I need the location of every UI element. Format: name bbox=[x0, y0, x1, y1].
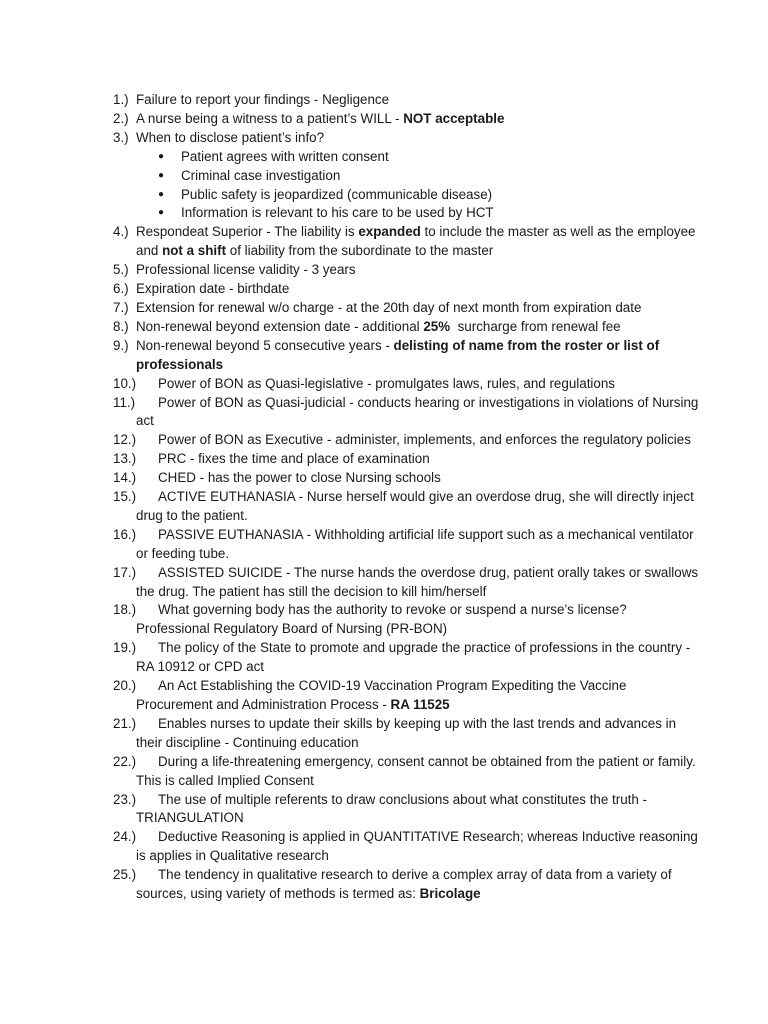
item-text bbox=[136, 280, 700, 299]
list-item bbox=[0, 129, 700, 148]
text-run: ACTIVE EUTHANASIA - Nurse herself would give an overdose drug, she will directly inject drug to the patient. bbox=[136, 489, 698, 523]
text-run: The tendency in qualitative research to derive a complex array of data from a variety of sources, using variety of methods is termed as: bbox=[136, 867, 676, 902]
text-run: PASSIVE EUTHANASIA - Withholding artificial life support such as a mechanical ventilator or feeding tube. bbox=[136, 526, 698, 561]
item-text bbox=[136, 318, 700, 337]
item-text bbox=[136, 639, 700, 677]
item-text bbox=[136, 110, 700, 129]
list-item bbox=[0, 564, 700, 602]
item-number: 22.) bbox=[113, 753, 137, 769]
item-number: 2.) bbox=[113, 110, 129, 126]
item-number: 5.) bbox=[113, 262, 129, 278]
item-number: 12.) bbox=[113, 432, 137, 448]
item-text bbox=[136, 469, 700, 488]
item-number: 15.) bbox=[113, 489, 137, 505]
text-run: Non-renewal beyond extension date - additional bbox=[136, 318, 424, 334]
text-run: Extension for renewal w/o charge - at the 20th day of next month from expiration date bbox=[136, 299, 642, 315]
text-run: ASSISTED SUICIDE - The nurse hands the overdose drug, patient orally takes or swallows the drug. The patient has still the decision to kill him/herself bbox=[136, 564, 702, 599]
item-text bbox=[136, 866, 700, 904]
item-text bbox=[136, 375, 700, 394]
list-item bbox=[0, 450, 700, 469]
bullet-item bbox=[0, 186, 768, 205]
item-number: 3.) bbox=[113, 129, 129, 145]
bullet-dot-icon: ● bbox=[158, 207, 165, 219]
text-run: PRC - fixes the time and place of examination bbox=[158, 451, 430, 467]
list-item bbox=[0, 639, 700, 677]
text-run: What governing body has the authority to revoke or suspend a nurse’s license? Professional Regulatory Board of Nursing (PR-BON) bbox=[136, 602, 631, 637]
bullet-text: Public safety is jeopardized (communicable disease) bbox=[181, 186, 493, 202]
item-text bbox=[136, 337, 700, 375]
text-run: Power of BON as Quasi-legislative - promulgates laws, rules, and regulations bbox=[158, 375, 615, 391]
bold-text: 25% bbox=[423, 318, 451, 334]
list-item bbox=[0, 677, 700, 715]
item-text bbox=[136, 394, 703, 432]
text-run: Power of BON as Executive - administer, implements, and enforces the regulatory policies bbox=[158, 432, 691, 448]
bullet-dot-icon: ● bbox=[158, 188, 165, 200]
item-text bbox=[136, 261, 700, 280]
item-number: 16.) bbox=[113, 526, 137, 542]
item-text bbox=[136, 715, 700, 753]
text-run: A nurse being a witness to a patient’s WILL - bbox=[136, 110, 404, 126]
list-item bbox=[0, 375, 700, 394]
text-run: Non-renewal beyond 5 consecutive years - bbox=[136, 337, 394, 353]
bullet-text: Information is relevant to his care to be used by HCT bbox=[181, 205, 494, 221]
list-item bbox=[0, 715, 700, 753]
text-run: Respondeat Superior - The liability is bbox=[136, 224, 359, 240]
item-number: 4.) bbox=[113, 224, 129, 240]
list-item bbox=[0, 431, 700, 450]
item-number: 23.) bbox=[113, 791, 137, 807]
text-run: of liability from the subordinate to the master bbox=[226, 243, 494, 259]
item-text bbox=[136, 791, 700, 829]
bullet-item bbox=[0, 167, 768, 186]
text-run: to include the master as well as the employee and bbox=[136, 224, 700, 259]
text-run: Power of BON as Quasi-judicial - conducts hearing or investigations in violations of Nursing act bbox=[136, 394, 703, 429]
text-run: Failure to report your findings - Negligence bbox=[136, 92, 390, 107]
list-item bbox=[0, 337, 700, 375]
list-item bbox=[0, 299, 700, 318]
text-run: When to disclose patient’s info? bbox=[136, 129, 325, 145]
item-text bbox=[136, 564, 700, 602]
item-number: 11.) bbox=[113, 394, 136, 410]
text-run: Deductive Reasoning is applied in QUANTITATIVE Research; whereas Inductive reasoning is applies in Qualitative research bbox=[136, 829, 702, 864]
bullet-list bbox=[0, 148, 768, 224]
list-item bbox=[0, 828, 700, 866]
item-text bbox=[136, 431, 700, 450]
item-text bbox=[136, 677, 700, 715]
item-text bbox=[136, 91, 700, 110]
item-number: 6.) bbox=[113, 281, 129, 297]
list-item bbox=[0, 280, 700, 299]
bold-text: NOT acceptable bbox=[403, 110, 505, 126]
list-item bbox=[0, 601, 700, 639]
text-run: The policy of the State to promote and upgrade the practice of professions in the country - RA 10912 or CPD act bbox=[136, 640, 694, 675]
item-number: 20.) bbox=[113, 678, 137, 694]
item-text bbox=[136, 299, 700, 318]
text-run: An Act Establishing the COVID-19 Vaccination Program Expediting the Vaccine Procurement and Administration Process - bbox=[136, 678, 631, 712]
list-item bbox=[0, 261, 700, 280]
item-number: 24.) bbox=[113, 829, 137, 845]
item-number: 10.) bbox=[113, 375, 137, 391]
list-item bbox=[0, 223, 700, 261]
item-number: 8.) bbox=[113, 318, 129, 334]
list-item bbox=[0, 394, 703, 432]
text-run: Professional license validity - 3 years bbox=[136, 262, 356, 278]
item-number: 9.) bbox=[113, 337, 129, 353]
item-number: 1.) bbox=[113, 92, 129, 107]
item-number: 18.) bbox=[113, 602, 137, 618]
item-number: 13.) bbox=[113, 451, 137, 467]
list-item bbox=[0, 488, 700, 526]
bullet-item bbox=[0, 204, 768, 223]
item-text bbox=[136, 129, 700, 148]
item-text bbox=[136, 601, 700, 639]
bullet-text: Criminal case investigation bbox=[181, 167, 341, 183]
list-item bbox=[0, 866, 700, 904]
bullet-dot-icon: ● bbox=[158, 150, 165, 162]
item-number: 17.) bbox=[113, 564, 137, 580]
item-text bbox=[136, 223, 700, 261]
list-item bbox=[0, 318, 700, 337]
text-run: The use of multiple referents to draw conclusions about what constitutes the truth - TRIANGULATION bbox=[136, 791, 651, 826]
item-text bbox=[136, 450, 700, 469]
bold-text: Bricolage bbox=[419, 886, 481, 902]
bullet-dot-icon: ● bbox=[158, 169, 165, 181]
text-run: Expiration date - birthdate bbox=[136, 281, 290, 297]
bold-text: delisting of name from the roster or list of professionals bbox=[136, 337, 663, 372]
list-item bbox=[0, 791, 700, 829]
item-text bbox=[136, 488, 700, 526]
item-number: 19.) bbox=[113, 640, 137, 656]
bullet-text: Patient agrees with written consent bbox=[181, 148, 389, 164]
text-run: During a life-threatening emergency, consent cannot be obtained from the patient or family. This is called Implied Consent bbox=[136, 753, 700, 788]
item-text bbox=[136, 753, 700, 791]
list-item bbox=[0, 110, 700, 129]
text-run: Enables nurses to update their skills by keeping up with the last trends and advances in their discipline - Continuing education bbox=[136, 715, 680, 750]
item-text bbox=[136, 526, 700, 564]
text-run: CHED - has the power to close Nursing schools bbox=[158, 470, 441, 486]
item-text bbox=[136, 828, 700, 866]
item-number: 14.) bbox=[113, 470, 137, 486]
list-item bbox=[0, 469, 700, 488]
item-number: 25.) bbox=[113, 867, 137, 883]
list-item bbox=[0, 753, 700, 791]
bold-text: RA 11525 bbox=[390, 697, 450, 712]
list-item bbox=[0, 91, 700, 110]
list-item bbox=[0, 526, 700, 564]
bold-text: not a shift bbox=[162, 243, 227, 259]
numbered-list bbox=[0, 91, 768, 904]
text-run: surcharge from renewal fee bbox=[450, 318, 621, 334]
item-number: 7.) bbox=[113, 299, 129, 315]
bold-text: expanded bbox=[358, 224, 421, 240]
bullet-item bbox=[0, 148, 768, 167]
item-number: 21.) bbox=[113, 715, 137, 731]
